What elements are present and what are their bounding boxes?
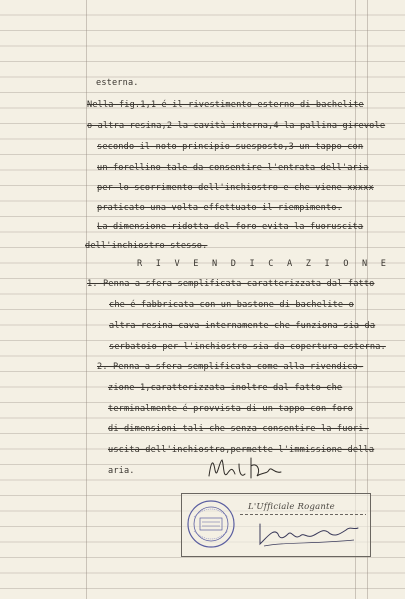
line-text: Nella fig.1,1 é il rivestimento esterno di bachelite [87,100,364,110]
official-stamp-box [181,493,371,557]
stamp-divider [240,514,366,515]
line-text: o altra resina,2 la cavità interna,4 la pallina girevole [87,121,386,131]
line-text: zione 1,caratterizzata inoltre dal fatto che [108,383,343,393]
line-text: terminalmente é provvista di un tappo con foro [108,404,353,414]
line-text: serbatoio per l'inchiostro sia da copertura esterna. [109,342,386,352]
line-text: per lo scorrimento dell'inchiostro e che viene xxxxx [97,183,374,193]
line-text: un forellino tale da consentire l'entrata dell'aria [97,163,369,173]
stamp-title: L'Ufficiale Rogante [248,502,335,512]
line-text: praticato una volta effettuato il riempimento. [97,203,342,213]
line-text: R I V E N D I C A Z I O N E [137,259,391,269]
line-text: uscita dell'inchiostro,permette l'immissione della [108,445,375,455]
line-text: esterna. [96,78,139,88]
line-text: aria. [108,466,135,476]
line-text: secondo il noto principio suesposto,3 un tappo con [97,142,364,152]
margin-line-left [86,0,87,599]
line-text: di dimensioni tali che senza consentire la fuori- [108,424,369,434]
line-text: che é fabbricata con un bastone di bachelite o [109,300,354,310]
line-text: 2. Penna a sfera semplificata come alla rivendica- [97,362,364,372]
line-text: La dimensione ridotta del foro evita la fuoruscita [97,222,364,232]
official-signature [254,516,364,550]
official-seal [186,499,236,549]
line-text: 1. Penna a sfera semplificata caratterizzata dal fatto [87,279,375,289]
line-text: dell'inchiostro stesso. [85,241,208,251]
line-text: altra resina cava internamente che funziona sia da [109,321,376,331]
handwritten-signature [205,452,285,484]
